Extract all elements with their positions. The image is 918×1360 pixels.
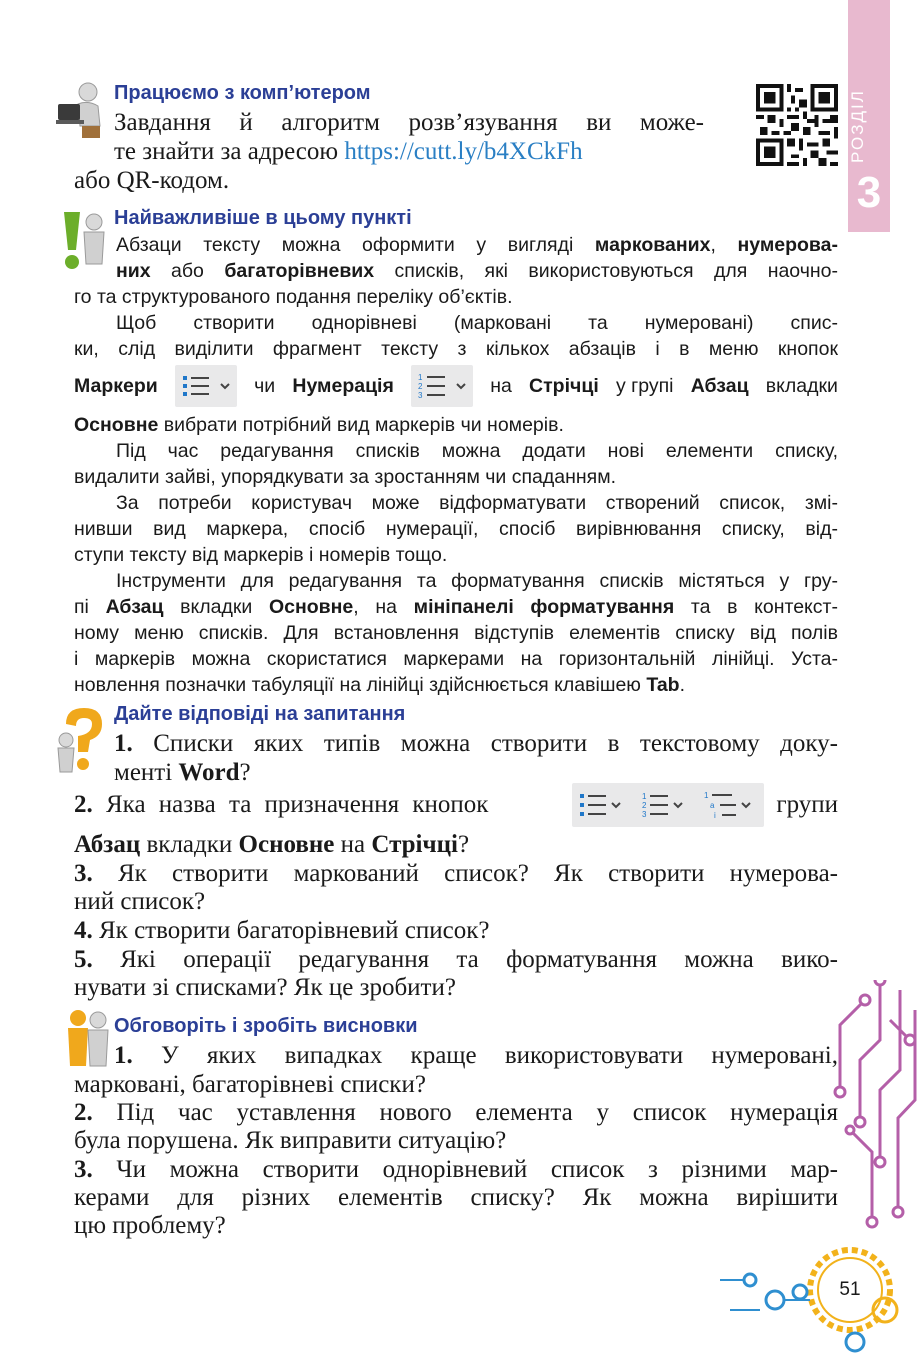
important-p1-line-2 [116, 258, 838, 284]
heading-important: Найважливіше в цьому пункті [114, 207, 412, 229]
discuss-2-line-1 [74, 1098, 838, 1128]
question-number: 5. [74, 946, 93, 973]
computer-line-3: або QR-кодом. [74, 167, 230, 194]
discuss-number: 1. [114, 1042, 133, 1069]
chapter-number: 3 [856, 168, 882, 217]
question-number: 3. [74, 860, 93, 887]
or-word: чи [254, 375, 276, 397]
svg-text:1: 1 [418, 373, 423, 382]
text-run: менті [114, 759, 179, 786]
bullets-icon[interactable] [580, 794, 620, 816]
question-5-line-2: нувати зі списками? Як це зробити? [74, 974, 456, 1001]
important-p5-line-4: і маркерів можна скористатися маркерами на горизонтальній лінійці. Уста- [74, 648, 838, 670]
important-p5-line-5 [74, 672, 685, 698]
text-run: вибрати потрібний вид маркерів чи номерів. [158, 414, 564, 436]
qr-code-icon[interactable] [756, 84, 838, 166]
list-buttons-strip [572, 783, 764, 827]
exclamation-person-icon [58, 208, 108, 272]
numbering-label: Нумерація [292, 375, 394, 397]
heading-discuss: Обговоріть і зробіть висновки [114, 1015, 418, 1037]
computer-line-2-text: те знайти за адресою [114, 138, 339, 165]
discuss-1-line-1 [114, 1041, 838, 1071]
svg-text:a: a [710, 801, 715, 810]
question-number: 1. [114, 730, 133, 757]
text-run: Як створити маркований список? Як створити нумерова- [92, 860, 838, 887]
numbering-button[interactable] [411, 365, 473, 407]
question-2-line-1 [74, 782, 838, 828]
page-number-badge [822, 1262, 878, 1318]
multilevel-list-icon[interactable] [704, 791, 750, 820]
task-url-link[interactable]: https://cutt.ly/b4XCkFh [344, 138, 583, 165]
important-p2-line-3 [74, 364, 838, 408]
question-number: 2. [74, 791, 93, 818]
circuit-decoration [820, 980, 918, 1280]
text-run: Як створити багаторівневий список? [92, 917, 490, 944]
important-p2-line-4 [74, 412, 564, 438]
numbered-list-icon [411, 365, 473, 407]
discuss-3-line-2: керами для різних елементів списку? Як можна вирішити [74, 1184, 838, 1211]
text-run: Списки яких типів можна створити в текстовому доку- [132, 730, 838, 757]
chapter-word: РОЗДІЛ [848, 89, 867, 163]
text-run: . [679, 674, 686, 696]
page-number: 51 [839, 1279, 861, 1300]
discuss-3-line-3: цю проблему? [74, 1212, 226, 1239]
discuss-2-line-2: була порушена. Як виправити ситуацію? [74, 1127, 507, 1154]
bold-run: Основне [74, 414, 159, 436]
text-run: ? [457, 831, 470, 858]
important-p5-line-3: ному меню списків. Для встановлення відступів елементів списку від полів [74, 622, 838, 644]
discussion-people-icon [62, 1008, 112, 1068]
bullets-button[interactable] [175, 365, 237, 407]
text-run: У яких випадках краще використовувати нумеровані, [132, 1042, 838, 1069]
bold-run: Tab [646, 674, 680, 696]
text-run: Яка назва та призначення кнопок [92, 791, 489, 818]
important-p4-line-1: За потреби користувач може відформатувати створений список, змі- [116, 492, 838, 514]
important-p4-line-3: ступи тексту від маркерів і номерів тощо. [74, 544, 448, 566]
bold-run: Основне [268, 596, 354, 618]
question-3-line-1 [74, 859, 838, 889]
question-1-line-1 [114, 729, 838, 759]
svg-text:1: 1 [642, 792, 647, 801]
discuss-1-line-2: марковані, багаторівневі списки? [74, 1071, 426, 1098]
markers-label: Маркери [74, 375, 158, 397]
question-2-text [74, 782, 488, 828]
text-run: вкладки [163, 596, 269, 618]
text-run: та в контекст- [674, 596, 838, 618]
text-run: Які операції редагування та форматування можна вико- [92, 946, 838, 973]
bold-run: нумерова- [737, 234, 838, 256]
person-at-computer-icon [56, 82, 106, 140]
ribbon-label: Стрічці [529, 375, 599, 397]
svg-text:2: 2 [642, 801, 647, 810]
numbering-icon[interactable] [642, 792, 682, 819]
svg-text:i: i [714, 811, 717, 820]
bold-run: багаторівневих [224, 260, 375, 282]
bold-run: Стрічці [371, 831, 458, 858]
computer-line-2 [114, 137, 714, 167]
important-p1-line-1 [116, 232, 838, 258]
bullet-list-icon [175, 365, 237, 407]
svg-text:2: 2 [418, 382, 423, 391]
discuss-3-line-1 [74, 1155, 838, 1185]
chapter-tab [848, 0, 890, 232]
svg-text:1: 1 [704, 791, 709, 800]
tab-word: вкладки [765, 375, 838, 397]
text-run: Під час уставлення нового елемента у список нумерація [92, 1099, 838, 1126]
discuss-number: 3. [74, 1156, 93, 1183]
important-p5-line-2 [74, 594, 838, 620]
question-person-icon [52, 706, 108, 776]
question-4-line-1 [74, 916, 490, 946]
list-buttons-image [572, 783, 764, 827]
question-2-line-2 [74, 830, 469, 860]
computer-line-1: Завдання й алгоритм розв’язування ви може- [114, 109, 704, 136]
text-run: Чи можна створити однорівневий список з різними мар- [92, 1156, 838, 1183]
bold-run: маркованих [594, 234, 711, 256]
paragraph-group-label: Абзац [690, 375, 749, 397]
important-p2-line-1: Щоб створити однорівневі (марковані та нумеровані) спис- [116, 312, 838, 334]
text-run: або [150, 260, 225, 282]
important-p5-line-1: Інструменти для редагування та форматування списків містяться у гру- [116, 570, 838, 592]
in-group-words: у групі [615, 375, 674, 397]
bold-run: Абзац [74, 831, 141, 858]
on-word: на [490, 375, 512, 397]
heading-computer: Працюємо з комп’ютером [114, 82, 371, 104]
text-run: вкладки [140, 831, 239, 858]
text-run: пі [74, 596, 106, 618]
group-word: групи [776, 791, 838, 818]
text-run: Абзаци тексту можна оформити у вигляді [116, 234, 595, 256]
text-run: новлення позначки табуляції на лінійці здійснюється клавішею [74, 674, 647, 696]
discuss-number: 2. [74, 1099, 93, 1126]
important-p1-line-3: го та структурованого подання переліку об’єктів. [74, 286, 513, 308]
text-run: , на [353, 596, 414, 618]
important-p3-line-2: видалити зайві, упорядкувати за зростанням чи спаданням. [74, 466, 617, 488]
svg-text:3: 3 [418, 391, 423, 400]
bold-run: них [116, 260, 151, 282]
question-5-line-1 [74, 945, 838, 975]
important-p3-line-1: Під час редагування списків можна додати нові елементи списку, [116, 440, 838, 462]
text-run: , [710, 234, 738, 256]
text-run: на [334, 831, 372, 858]
bold-run: Word [178, 759, 240, 786]
svg-text:3: 3 [642, 810, 647, 819]
gears-decoration [700, 1240, 918, 1360]
question-number: 4. [74, 917, 93, 944]
important-p4-line-2: нивши вид маркера, спосіб нумерації, спосіб вирівнювання списку, від- [74, 518, 838, 540]
text-run: ? [239, 759, 251, 786]
bold-run: Абзац [105, 596, 164, 618]
heading-questions: Дайте відповіді на запитання [114, 703, 406, 725]
bold-run: мініпанелі форматування [413, 596, 675, 618]
question-3-line-2: ний список? [74, 888, 206, 915]
bold-run: Основне [238, 831, 335, 858]
important-p2-line-2: ки, слід виділити фрагмент тексту з кількох абзаців і в меню кнопок [74, 338, 838, 360]
text-run: списків, які використовуються для наочно- [374, 260, 838, 282]
